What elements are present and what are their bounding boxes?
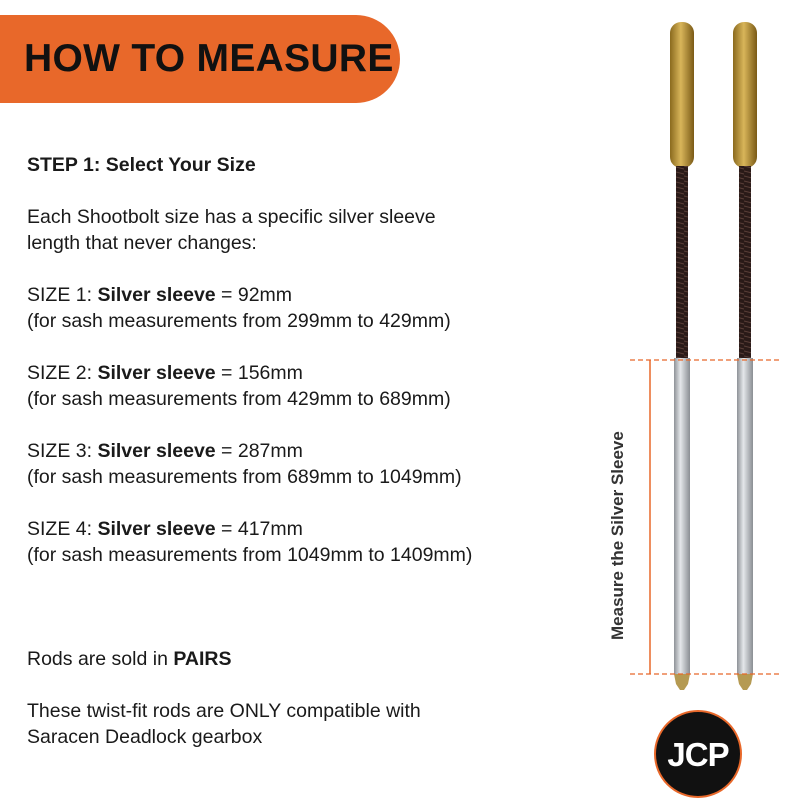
rod-tip bbox=[674, 674, 690, 690]
intro-line-1: Each Shootbolt size has a specific silver sleeve bbox=[27, 206, 436, 228]
size-label: SIZE 1: bbox=[27, 284, 98, 306]
size-value: = 92mm bbox=[215, 284, 293, 306]
header-banner bbox=[0, 15, 400, 103]
silver-sleeve bbox=[674, 358, 690, 674]
size-label: SIZE 4: bbox=[27, 518, 98, 540]
jcp-logo bbox=[654, 710, 742, 798]
size-value: = 156mm bbox=[215, 362, 303, 384]
brass-cap bbox=[733, 22, 757, 168]
size-range: (for sash measurements from 429mm to 689mm) bbox=[27, 388, 451, 410]
size-entry-3 bbox=[27, 438, 587, 490]
size-value: = 287mm bbox=[215, 440, 303, 462]
size-sleeve-label: Silver sleeve bbox=[97, 284, 216, 306]
size-range: (for sash measurements from 689mm to 1049mm) bbox=[27, 466, 462, 488]
compat-line-2: Saracen Deadlock gearbox bbox=[27, 726, 263, 748]
measure-label: Measure the Silver Sleeve bbox=[608, 431, 627, 640]
size-entry-4 bbox=[27, 516, 587, 568]
size-entry-1 bbox=[27, 282, 587, 334]
compat-line-1: These twist-fit rods are ONLY compatible with bbox=[27, 700, 421, 722]
pairs-text: Rods are sold in bbox=[27, 648, 174, 670]
pairs-note bbox=[27, 646, 587, 672]
intro-line-2: length that never changes: bbox=[27, 232, 257, 254]
shootbolt-rods-illustration bbox=[600, 10, 800, 710]
silver-sleeve bbox=[737, 358, 753, 674]
size-range: (for sash measurements from 1049mm to 1409mm) bbox=[27, 544, 473, 566]
pairs-bold: PAIRS bbox=[173, 648, 232, 670]
size-sleeve-label: Silver sleeve bbox=[97, 362, 216, 384]
rod-left bbox=[670, 22, 694, 690]
brass-cap bbox=[670, 22, 694, 168]
size-sleeve-label: Silver sleeve bbox=[97, 440, 216, 462]
step-title: STEP 1: Select Your Size bbox=[27, 154, 256, 176]
size-sleeve-label: Silver sleeve bbox=[97, 518, 216, 540]
logo-text: JCP bbox=[667, 736, 729, 773]
size-range: (for sash measurements from 299mm to 429mm) bbox=[27, 310, 451, 332]
threaded-shaft bbox=[676, 166, 688, 360]
size-value: = 417mm bbox=[215, 518, 303, 540]
size-entry-2 bbox=[27, 360, 587, 412]
threaded-shaft bbox=[739, 166, 751, 360]
size-label: SIZE 3: bbox=[27, 440, 98, 462]
size-label: SIZE 2: bbox=[27, 362, 98, 384]
page-title: HOW TO MEASURE bbox=[24, 37, 394, 80]
rod-tip bbox=[737, 674, 753, 690]
instructions bbox=[27, 152, 587, 750]
measure-guide bbox=[630, 360, 780, 674]
rod-right bbox=[733, 22, 757, 690]
